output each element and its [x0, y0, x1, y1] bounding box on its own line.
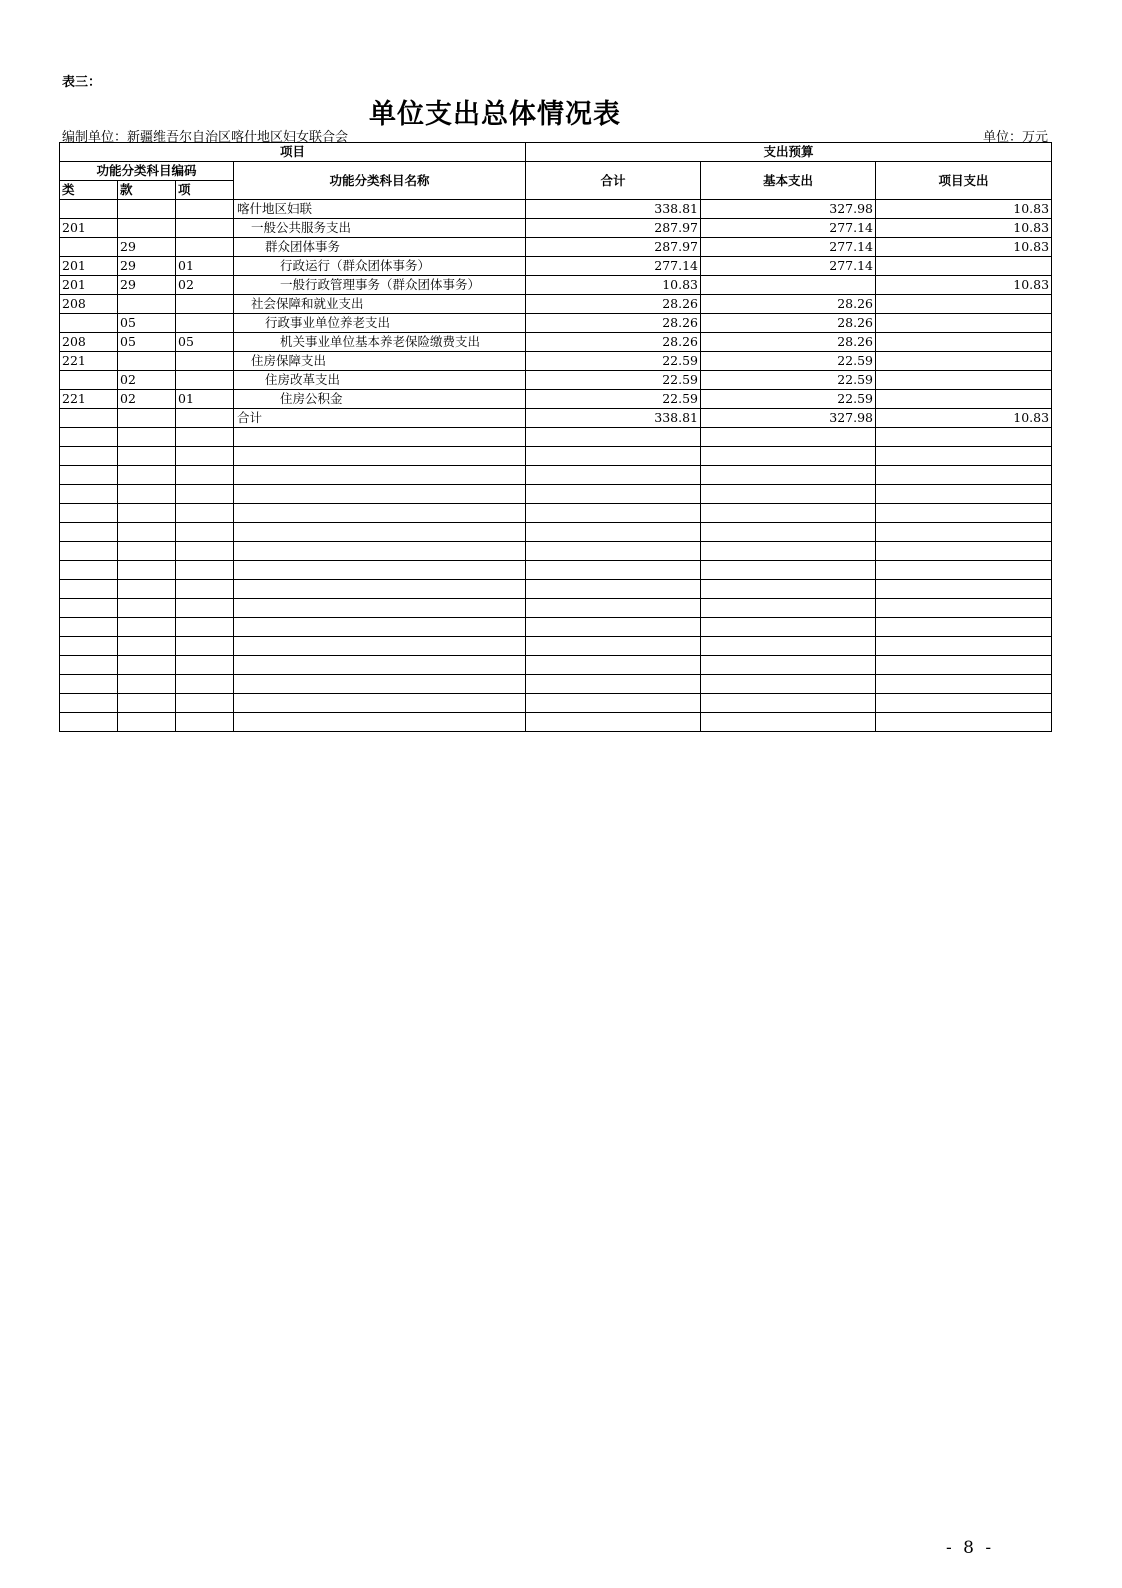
code-lei-cell [60, 599, 118, 618]
subject-name-cell: 行政运行（群众团体事务） [234, 257, 526, 276]
project-expenditure-cell [876, 675, 1052, 694]
basic-expenditure-cell [701, 428, 876, 447]
subject-name-cell [234, 637, 526, 656]
basic-expenditure-cell: 277.14 [701, 238, 876, 257]
subject-name-cell [234, 428, 526, 447]
code-xiang-cell [176, 466, 234, 485]
code-kuan-cell [118, 200, 176, 219]
code-kuan-cell [118, 523, 176, 542]
project-expenditure-cell [876, 428, 1052, 447]
code-xiang-cell [176, 219, 234, 238]
subject-name-cell [234, 599, 526, 618]
basic-expenditure-cell [701, 580, 876, 599]
subject-name-cell: 行政事业单位养老支出 [234, 314, 526, 333]
project-expenditure-cell [876, 656, 1052, 675]
code-kuan-cell [118, 618, 176, 637]
code-kuan-cell [118, 542, 176, 561]
total-cell [526, 675, 701, 694]
code-kuan-cell [118, 409, 176, 428]
table-row [60, 466, 1052, 485]
code-lei-cell: 201 [60, 257, 118, 276]
code-kuan-cell [118, 675, 176, 694]
project-expenditure-cell [876, 295, 1052, 314]
code-kuan-cell [118, 219, 176, 238]
code-xiang-cell [176, 694, 234, 713]
basic-expenditure-cell: 22.59 [701, 371, 876, 390]
total-cell [526, 694, 701, 713]
table-row [60, 352, 1052, 371]
table-row [60, 694, 1052, 713]
table-row [60, 656, 1052, 675]
code-kuan-cell [118, 485, 176, 504]
basic-expenditure-cell: 28.26 [701, 314, 876, 333]
subject-name-cell [234, 694, 526, 713]
table-row [60, 371, 1052, 390]
project-expenditure-cell [876, 466, 1052, 485]
code-xiang-cell [176, 238, 234, 257]
code-kuan-cell [118, 637, 176, 656]
table-row [60, 561, 1052, 580]
subject-name-cell: 机关事业单位基本养老保险缴费支出 [234, 333, 526, 352]
code-xiang-cell [176, 485, 234, 504]
basic-expenditure-cell [701, 694, 876, 713]
basic-expenditure-cell [701, 542, 876, 561]
code-lei-cell [60, 561, 118, 580]
header-lei: 类 [60, 181, 118, 200]
subject-name-cell [234, 466, 526, 485]
project-expenditure-cell [876, 390, 1052, 409]
compiling-unit-label: 编制单位：新疆维吾尔自治区喀什地区妇女联合会 [62, 130, 349, 145]
header-row-1 [60, 143, 1052, 162]
code-xiang-cell: 01 [176, 390, 234, 409]
basic-expenditure-cell [701, 466, 876, 485]
code-xiang-cell: 02 [176, 276, 234, 295]
subject-name-cell: 群众团体事务 [234, 238, 526, 257]
code-lei-cell [60, 314, 118, 333]
project-expenditure-cell [876, 371, 1052, 390]
total-cell [526, 523, 701, 542]
code-xiang-cell [176, 314, 234, 333]
subject-name-cell: 喀什地区妇联 [234, 200, 526, 219]
code-kuan-cell [118, 561, 176, 580]
total-cell: 22.59 [526, 352, 701, 371]
code-kuan-cell [118, 713, 176, 732]
subject-name-cell: 社会保障和就业支出 [234, 295, 526, 314]
table-row [60, 504, 1052, 523]
code-xiang-cell [176, 599, 234, 618]
basic-expenditure-cell [701, 447, 876, 466]
basic-expenditure-cell [701, 713, 876, 732]
subject-name-cell [234, 447, 526, 466]
code-xiang-cell [176, 200, 234, 219]
table-row [60, 447, 1052, 466]
code-xiang-cell [176, 637, 234, 656]
page-number: - 8 - [946, 1538, 995, 1558]
subject-name-cell [234, 504, 526, 523]
table-row [60, 713, 1052, 732]
subject-name-cell [234, 656, 526, 675]
code-xiang-cell [176, 295, 234, 314]
code-xiang-cell [176, 713, 234, 732]
code-lei-cell [60, 485, 118, 504]
basic-expenditure-cell: 28.26 [701, 333, 876, 352]
subject-name-cell [234, 580, 526, 599]
table-row [60, 542, 1052, 561]
total-cell [526, 713, 701, 732]
total-cell [526, 428, 701, 447]
code-lei-cell [60, 580, 118, 599]
total-cell: 338.81 [526, 200, 701, 219]
table-row [60, 276, 1052, 295]
basic-expenditure-cell [701, 485, 876, 504]
basic-expenditure-cell: 277.14 [701, 219, 876, 238]
basic-expenditure-cell: 28.26 [701, 295, 876, 314]
code-lei-cell [60, 694, 118, 713]
total-cell [526, 580, 701, 599]
code-xiang-cell: 05 [176, 333, 234, 352]
project-expenditure-cell: 10.83 [876, 219, 1052, 238]
total-cell: 287.97 [526, 238, 701, 257]
table-number-label: 表三： [62, 75, 102, 90]
code-lei-cell [60, 409, 118, 428]
code-xiang-cell [176, 504, 234, 523]
code-lei-cell [60, 542, 118, 561]
header-xiang: 项 [176, 181, 234, 200]
code-kuan-cell [118, 466, 176, 485]
code-xiang-cell [176, 523, 234, 542]
subject-name-cell: 一般公共服务支出 [234, 219, 526, 238]
code-lei-cell [60, 637, 118, 656]
total-cell: 287.97 [526, 219, 701, 238]
table-row [60, 599, 1052, 618]
total-cell [526, 599, 701, 618]
code-kuan-cell [118, 504, 176, 523]
project-expenditure-cell [876, 713, 1052, 732]
code-kuan-cell: 02 [118, 390, 176, 409]
total-cell [526, 637, 701, 656]
code-kuan-cell [118, 428, 176, 447]
basic-expenditure-cell [701, 618, 876, 637]
code-lei-cell [60, 200, 118, 219]
header-project-expenditure: 项目支出 [876, 162, 1052, 200]
project-expenditure-cell [876, 694, 1052, 713]
header-kuan: 款 [118, 181, 176, 200]
code-lei-cell: 201 [60, 219, 118, 238]
code-kuan-cell: 29 [118, 276, 176, 295]
total-cell: 28.26 [526, 333, 701, 352]
subject-name-cell [234, 561, 526, 580]
code-kuan-cell: 29 [118, 257, 176, 276]
code-lei-cell: 208 [60, 295, 118, 314]
basic-expenditure-cell: 327.98 [701, 409, 876, 428]
basic-expenditure-cell [701, 637, 876, 656]
table-row [60, 200, 1052, 219]
basic-expenditure-cell: 277.14 [701, 257, 876, 276]
total-cell [526, 466, 701, 485]
code-xiang-cell [176, 580, 234, 599]
basic-expenditure-cell [701, 561, 876, 580]
code-kuan-cell [118, 352, 176, 371]
code-kuan-cell: 29 [118, 238, 176, 257]
total-cell: 28.26 [526, 295, 701, 314]
code-lei-cell [60, 466, 118, 485]
expenditure-table [59, 142, 1052, 732]
code-kuan-cell [118, 295, 176, 314]
subject-name-cell: 一般行政管理事务（群众团体事务） [234, 276, 526, 295]
project-expenditure-cell [876, 523, 1052, 542]
total-cell: 28.26 [526, 314, 701, 333]
project-expenditure-cell [876, 352, 1052, 371]
basic-expenditure-cell [701, 523, 876, 542]
code-kuan-cell: 02 [118, 371, 176, 390]
header-subject-name: 功能分类科目名称 [234, 162, 526, 200]
subject-name-cell [234, 542, 526, 561]
project-expenditure-cell: 10.83 [876, 238, 1052, 257]
project-expenditure-cell [876, 485, 1052, 504]
currency-unit-label: 单位：万元 [982, 130, 1048, 145]
code-xiang-cell [176, 656, 234, 675]
table-row [60, 637, 1052, 656]
total-cell: 277.14 [526, 257, 701, 276]
header-total: 合计 [526, 162, 701, 200]
subject-name-cell: 住房改革支出 [234, 371, 526, 390]
code-xiang-cell [176, 447, 234, 466]
total-cell: 10.83 [526, 276, 701, 295]
table-row [60, 238, 1052, 257]
code-lei-cell [60, 371, 118, 390]
code-xiang-cell [176, 542, 234, 561]
code-kuan-cell [118, 599, 176, 618]
code-xiang-cell [176, 675, 234, 694]
total-cell: 22.59 [526, 371, 701, 390]
project-expenditure-cell [876, 637, 1052, 656]
total-cell [526, 618, 701, 637]
project-expenditure-cell [876, 542, 1052, 561]
code-xiang-cell: 01 [176, 257, 234, 276]
project-expenditure-cell [876, 504, 1052, 523]
code-lei-cell [60, 713, 118, 732]
code-kuan-cell: 05 [118, 314, 176, 333]
code-xiang-cell [176, 409, 234, 428]
code-xiang-cell [176, 561, 234, 580]
project-expenditure-cell [876, 618, 1052, 637]
table-row [60, 618, 1052, 637]
project-expenditure-cell [876, 333, 1052, 352]
header-code-group: 功能分类科目编码 [60, 162, 234, 181]
total-cell: 22.59 [526, 390, 701, 409]
table-row [60, 523, 1052, 542]
total-cell [526, 485, 701, 504]
basic-expenditure-cell [701, 276, 876, 295]
code-lei-cell [60, 675, 118, 694]
project-expenditure-cell: 10.83 [876, 276, 1052, 295]
code-lei-cell: 221 [60, 390, 118, 409]
code-lei-cell [60, 428, 118, 447]
code-lei-cell: 221 [60, 352, 118, 371]
subject-name-cell [234, 485, 526, 504]
total-cell: 338.81 [526, 409, 701, 428]
subject-name-cell: 住房公积金 [234, 390, 526, 409]
subject-name-cell [234, 618, 526, 637]
subject-name-cell [234, 675, 526, 694]
code-xiang-cell [176, 618, 234, 637]
code-xiang-cell [176, 352, 234, 371]
project-expenditure-cell [876, 580, 1052, 599]
table-row [60, 333, 1052, 352]
code-lei-cell [60, 504, 118, 523]
project-expenditure-cell [876, 447, 1052, 466]
basic-expenditure-cell: 22.59 [701, 352, 876, 371]
table-row [60, 675, 1052, 694]
code-lei-cell [60, 618, 118, 637]
project-expenditure-cell [876, 257, 1052, 276]
code-lei-cell [60, 447, 118, 466]
code-kuan-cell [118, 580, 176, 599]
code-kuan-cell: 05 [118, 333, 176, 352]
code-xiang-cell [176, 371, 234, 390]
project-expenditure-cell: 10.83 [876, 200, 1052, 219]
table-row [60, 390, 1052, 409]
basic-expenditure-cell: 327.98 [701, 200, 876, 219]
table-row [60, 485, 1052, 504]
code-lei-cell [60, 523, 118, 542]
table-row [60, 580, 1052, 599]
code-lei-cell: 201 [60, 276, 118, 295]
header-item: 项目 [60, 143, 526, 162]
project-expenditure-cell [876, 561, 1052, 580]
code-kuan-cell [118, 656, 176, 675]
code-lei-cell: 208 [60, 333, 118, 352]
project-expenditure-cell: 10.83 [876, 409, 1052, 428]
code-xiang-cell [176, 428, 234, 447]
code-kuan-cell [118, 694, 176, 713]
basic-expenditure-cell [701, 656, 876, 675]
table-body [60, 200, 1052, 732]
page-title: 单位支出总体情况表 [369, 99, 621, 130]
basic-expenditure-cell: 22.59 [701, 390, 876, 409]
project-expenditure-cell [876, 314, 1052, 333]
subject-name-cell: 住房保障支出 [234, 352, 526, 371]
subject-name-cell: 合计 [234, 409, 526, 428]
total-cell [526, 447, 701, 466]
basic-expenditure-cell [701, 675, 876, 694]
total-cell [526, 656, 701, 675]
header-basic-expenditure: 基本支出 [701, 162, 876, 200]
table-row [60, 314, 1052, 333]
table-row [60, 428, 1052, 447]
code-lei-cell [60, 238, 118, 257]
code-lei-cell [60, 656, 118, 675]
subject-name-cell [234, 523, 526, 542]
total-cell [526, 542, 701, 561]
basic-expenditure-cell [701, 599, 876, 618]
table-row [60, 219, 1052, 238]
table-row [60, 295, 1052, 314]
header-budget: 支出预算 [526, 143, 1052, 162]
subject-name-cell [234, 713, 526, 732]
table-row [60, 257, 1052, 276]
table-row [60, 409, 1052, 428]
code-kuan-cell [118, 447, 176, 466]
basic-expenditure-cell [701, 504, 876, 523]
project-expenditure-cell [876, 599, 1052, 618]
total-cell [526, 504, 701, 523]
total-cell [526, 561, 701, 580]
header-row-2 [60, 162, 1052, 181]
